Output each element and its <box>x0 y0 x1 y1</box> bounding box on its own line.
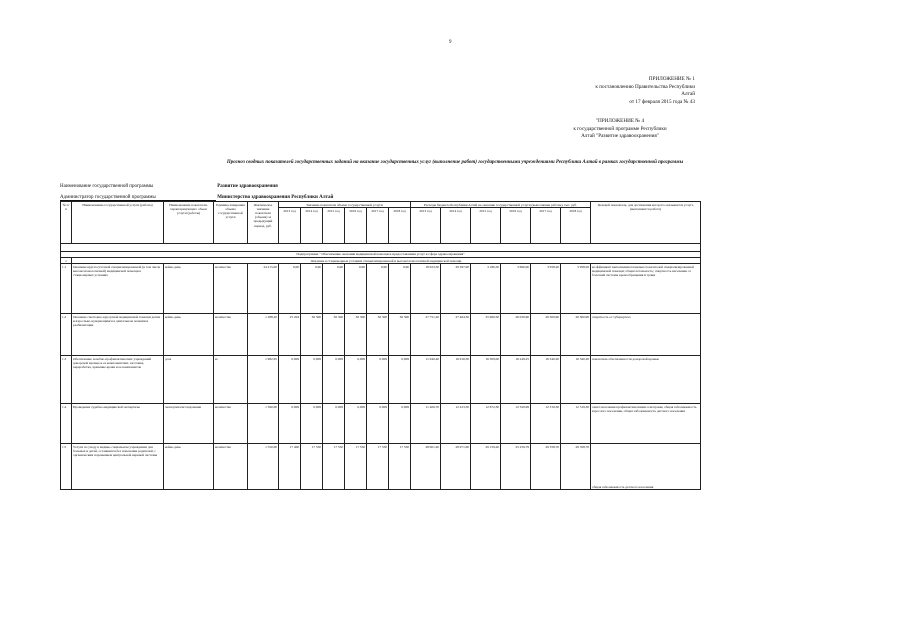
table-row <box>61 444 701 490</box>
row-base-value: 1 550,00 <box>248 444 279 490</box>
row-expense: 12 319,30 <box>531 404 561 444</box>
appendix-1-header <box>545 76 695 106</box>
forecast-table <box>60 201 701 490</box>
row-volume: 17 550 <box>345 444 367 490</box>
row-expense: 3 958,20 <box>531 264 561 314</box>
row-volume: 0,009 <box>389 356 411 404</box>
row-unit: количество <box>214 264 248 314</box>
row-volume: 36 300 <box>301 314 323 356</box>
col-header-service: Наименование государственной услуги (работы) <box>72 202 164 244</box>
row-target: охват населения профилактическими осмотрами, общая заболеваемость взрослого населения, общая заболеваемость детского населения <box>591 404 701 444</box>
col-header-exp-year: 2016 год <box>501 208 531 244</box>
row-volume: 0,009 <box>301 404 323 444</box>
row-expense: 11 940,40 <box>411 356 441 404</box>
row-expense: 26 300,90 <box>561 314 591 356</box>
row-target: смертность от туберкулеза <box>591 314 701 356</box>
row-expense: 27 464,50 <box>441 314 471 356</box>
row-expense: 27 751,20 <box>411 314 441 356</box>
row-expense: 12 223,50 <box>441 404 471 444</box>
col-header-unit: Единица измерения объема государственной услуги <box>214 202 248 244</box>
row-volume: 0,009 <box>367 356 389 404</box>
row-volume: 17 550 <box>323 444 345 490</box>
row-base-value: 24 215,00 <box>248 264 279 314</box>
appendix-4-line1: "ПРИЛОЖЕНИЕ № 4 <box>595 118 645 124</box>
row-number: 1.3 <box>61 356 72 404</box>
row-volume: 6,90 <box>345 264 367 314</box>
row-expense: 12 319,30 <box>561 404 591 444</box>
row-expense: 16 309,00 <box>471 356 501 404</box>
administrator-label: Администратор государственной программы <box>60 195 216 201</box>
row-expense: 16 340,20 <box>561 356 591 404</box>
row-indicator: доза <box>164 356 214 404</box>
row-expense: 29 971,00 <box>441 444 471 490</box>
row-number: 1.1 <box>61 264 72 314</box>
row-expense: 3 180,50 <box>471 264 501 314</box>
row-volume: 0,009 <box>389 404 411 444</box>
appendix-1-line4: от 17 февраля 2015 года № 43 <box>629 98 695 105</box>
row-service: Оказание санаторно-курортной медицинской помощи детям и взрослым, нуждающимся в длительном лечении и реабилитации <box>72 314 164 356</box>
row-expense: 16 616,50 <box>441 356 471 404</box>
appendix-4-header <box>545 118 695 141</box>
row-unit: кг <box>214 356 248 404</box>
row-unit: количество <box>214 314 248 356</box>
table-row <box>61 314 701 356</box>
row-expense: 29 358,70 <box>531 444 561 490</box>
row-expense: 12 320,99 <box>501 404 531 444</box>
row-expense: 18 923,50 <box>411 264 441 314</box>
col-header-year: 2016 год <box>345 208 367 244</box>
row-volume: 36 300 <box>367 314 389 356</box>
col-header-expense-group: Расходы бюджета Республики Алтай на оказание государственной услуги (выполнение работы), тыс. руб. <box>411 202 591 208</box>
col-header-exp-year: 2017 год <box>531 208 561 244</box>
row-service: Проведение судебно-медицинской экспертизы <box>72 404 164 444</box>
col-header-year: 2013 год <box>279 208 301 244</box>
row-unit: количество <box>214 404 248 444</box>
row-volume: 36 300 <box>389 314 411 356</box>
page-number: 9 <box>449 40 452 45</box>
row-volume: 6,90 <box>389 264 411 314</box>
row-expense: 16 340,20 <box>531 356 561 404</box>
row-expense: 26 300,90 <box>531 314 561 356</box>
row-volume: 0,009 <box>345 404 367 444</box>
document-title: Прогноз сводных показателей государственных заданий на оказание государственных услуг (выполнение работ) государственными учреждениями Республики Алтай в рамках государственной программы <box>226 160 684 165</box>
row-volume: 0,009 <box>323 356 345 404</box>
col-header-year: 2018 год <box>389 208 411 244</box>
row-base-value: 1 288,20 <box>248 314 279 356</box>
table-row <box>61 356 701 404</box>
col-header-volume-group: Значение показателя объема государственной услуги <box>279 202 411 208</box>
row-base-value: 1 390,00 <box>248 404 279 444</box>
row-volume: 0,009 <box>345 356 367 404</box>
row-expense: 29 397,00 <box>441 264 471 314</box>
row-indicator: койко-день <box>164 314 214 356</box>
appendix-4-line3: Алтай "Развитие здравоохранения" <box>581 133 659 140</box>
row-number: 1.4 <box>61 404 72 444</box>
row-number: 1.2 <box>61 314 72 356</box>
row-service: Обеспечение лечебно-профилактических учреждений донорской кровью и ее компонентами, заготовка, переработка, хранение крови и ее компонентов <box>72 356 164 404</box>
row-expense: 3 690,00 <box>501 264 531 314</box>
row-expense: 29 159,20 <box>471 444 501 490</box>
col-header-year: 2017 год <box>367 208 389 244</box>
row-volume: 36 300 <box>323 314 345 356</box>
row-expense: 25 259,79 <box>501 444 531 490</box>
col-header-base-value: Фактическое значение показателя (объема) за предыдущий период, руб. <box>248 202 279 244</box>
col-header-exp-year: 2013 год <box>411 208 441 244</box>
row-number: 1.5 <box>61 444 72 490</box>
row-volume: 17 400 <box>279 444 301 490</box>
row-volume: 0,009 <box>279 356 301 404</box>
row-service: Услуги по уходу в медико-социальном учреждении для больных и детей, оставшихся без попечения родителей, с органическим поражением центральной нервной системы <box>72 444 164 490</box>
appendix-1-line2: к постановлению Правительства Республики <box>595 83 695 90</box>
row-expense: 16 249,25 <box>501 356 531 404</box>
col-header-exp-year: 2018 год <box>561 208 591 244</box>
col-header-exp-year: 2014 год <box>441 208 471 244</box>
row-target: показатель обеспеченности донорской кровью <box>591 356 701 404</box>
row-volume: 6,90 <box>323 264 345 314</box>
program-name-row <box>60 184 278 189</box>
program-value: Развитие здравоохранения <box>217 184 278 189</box>
row-service: Оказание круглосуточной специализированной (в том числе высокотехнологичной) медицинской помощи в стационарных условиях <box>72 264 164 314</box>
row-expense: 25 960,50 <box>471 314 501 356</box>
row-indicator: койко-день <box>164 264 214 314</box>
row-volume: 0,009 <box>323 404 345 444</box>
row-target: общая заболеваемость детского населения <box>591 444 701 490</box>
table-row <box>61 404 701 444</box>
row-volume: 6,00 <box>279 264 301 314</box>
row-indicator: койко-день <box>164 444 214 490</box>
table-spacer-row <box>61 244 701 251</box>
col-header-year: 2014 год <box>301 208 323 244</box>
row-expense: 26 030,90 <box>501 314 531 356</box>
subsection-number: 1 <box>61 257 72 263</box>
row-expense: 28 001,20 <box>411 444 441 490</box>
row-volume: 36 300 <box>345 314 367 356</box>
col-header-indicator: Наименование показателя, характеризующего объем услуги (работы) <box>164 202 214 244</box>
col-header-exp-year: 2015 год <box>471 208 501 244</box>
row-expense: 12 672,30 <box>471 404 501 444</box>
appendix-4-line2: к государственной программе Республики <box>573 125 667 132</box>
row-volume: 6,90 <box>367 264 389 314</box>
row-base-value: 1 982,65 <box>248 356 279 404</box>
appendix-1-line1: ПРИЛОЖЕНИЕ № 1 <box>648 76 695 82</box>
appendix-1-line3: Алтай <box>681 91 695 98</box>
row-expense: 3 958,20 <box>561 264 591 314</box>
row-target: коэффициент выполнения плановых показателей специализированной медицинской помощи; общая летальность; смертность населения от болезней системы кровообращения и травм <box>591 264 701 314</box>
row-volume: 17 550 <box>301 444 323 490</box>
administrator-value: Министерство здравоохранения Республики Алтай <box>217 195 334 200</box>
subprogram-title: Подпрограмма " Обеспечение оказания медицинской помощи и предоставления услуг в сфере здравоохранения" <box>61 251 701 257</box>
table-row <box>61 264 701 314</box>
row-volume: 0,009 <box>367 404 389 444</box>
row-volume: 17 550 <box>389 444 411 490</box>
row-expense: 29 358,70 <box>561 444 591 490</box>
row-expense: 11 406,70 <box>411 404 441 444</box>
row-volume: 25 204 <box>279 314 301 356</box>
col-header-year: 2015 год <box>323 208 345 244</box>
program-label: Наименование государственной программы <box>60 184 154 189</box>
subsection-title: Оказание в стационарных условиях специализированной и высокотехнологичной медицинской помощи <box>72 257 701 263</box>
row-unit: количество <box>214 444 248 490</box>
row-volume: 17 550 <box>367 444 389 490</box>
row-indicator: экспертиза/исследование <box>164 404 214 444</box>
row-volume: 0,009 <box>301 356 323 404</box>
col-header-no: № п/п <box>61 202 72 244</box>
row-volume: 0,009 <box>279 404 301 444</box>
row-volume: 6,90 <box>301 264 323 314</box>
col-header-target: Целевой показатель, для достижения которого оказывается услуга (выполняется работа) <box>591 202 701 244</box>
